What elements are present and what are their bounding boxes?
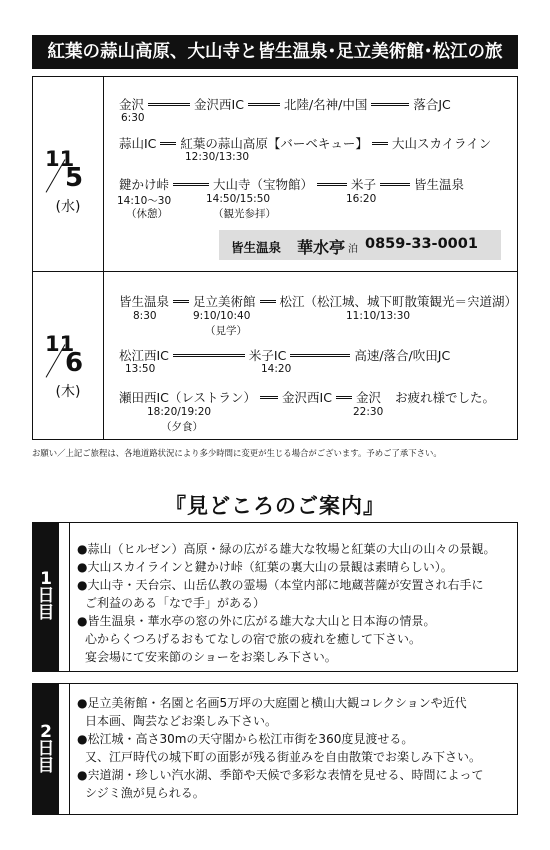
stop: 金沢 [355,390,381,405]
guide-line: 又、江戸時代の城下町の面影が残る街並みを自由散策でお楽しみ下さい。 [85,750,482,764]
itinerary-table [32,76,518,440]
stop: 松江西IC [119,348,169,363]
time: 13:50 [125,363,156,375]
guide-line: シジミ漁が見られる。 [85,786,205,800]
stop: 皆生温泉 [414,177,465,192]
tab-char: 1 [40,569,52,589]
guide-title: 『見どころのご案内』 [165,494,385,518]
day2-route-2 [119,346,450,364]
guide-line: ●松江城・高さ30mの天守閣から松江市街を360度見渡せる。 [77,732,414,746]
day1-route-3 [119,175,464,193]
day1-route-1 [119,95,451,113]
tab-char: 目 [37,603,55,623]
stop: 金沢西IC [194,97,244,112]
guide-line: ●蒜山（ヒルゼン）高原・緑の広がる雄大な牧場と紅葉の大山の山々の景観。 [77,542,496,556]
day1-weekday: (水) [55,199,81,215]
guide-line: ●皆生温泉・華水亭の窓の外に広がる雄大な大山と日本海の情景。 [77,614,436,628]
stop: 大山スカイライン [391,136,492,151]
time-note: （夕食） [161,421,203,433]
tab-char: 目 [37,756,55,776]
time: 11:10/13:30 [346,310,411,322]
stop: 瀬田西IC（レストラン） [119,390,257,405]
stop: 金沢西IC [282,390,332,405]
tour-title: 紅葉の蒜山高原、大山寺と皆生温泉･足立美術館･松江の旅 [32,35,518,69]
stop: 足立美術館 [193,294,256,309]
time: 18:20/19:20 [147,406,212,418]
day-divider [33,271,517,272]
stop: 大山寺（宝物館） [213,177,314,192]
stop: 金沢 [119,97,145,112]
tab-char: 日 [37,739,55,759]
hotel-name: 華水亭 [297,238,346,257]
time: 22:30 [353,406,384,418]
schedule-note: お願い／上記ご旅程は、各地道路状況により多少時間に変更が生じる場合がございます。予めご了承下さい。 [32,448,442,458]
guide-line: ●大山寺・天台宗、山岳仏教の霊場（本堂内部に地蔵菩薩が安置され右手に [77,578,484,592]
guide-day2 [32,683,518,815]
date-column-divider [103,77,104,439]
closing-message: お疲れ様でした。 [394,390,495,405]
day2-weekday: (木) [55,384,81,400]
stop: 松江（松江城、城下町散策観光＝宍道湖） [279,294,518,309]
guide-line: ●足立美術館・名園と名画5万坪の大庭園と横山大観コレクションや近代 [77,696,467,710]
tab-char: 2 [40,722,52,742]
day2-route-1 [119,292,517,310]
hotel-phone: 0859-33-0001 [365,236,478,252]
day2-tab [33,684,59,814]
day1-month: 11 [45,147,75,171]
hotel-stay: 泊 [348,244,358,255]
guide-line: ご利益のある「なで手」がある） [85,596,266,610]
day2-route-3 [119,388,495,406]
hotel-area: 皆生温泉 [231,240,282,255]
time-note: （休憩） [126,208,168,220]
day1-route-2 [119,134,491,152]
stop: 高速/落合/吹田JC [354,348,451,363]
stop: 鍵かけ峠 [119,177,170,192]
stop: 落合JC [413,97,451,112]
time: 14:50/15:50 [206,193,271,205]
stop: 北陸/名神/中国 [283,97,368,112]
stop: 皆生温泉 [119,294,170,309]
time: 14:10～30 [117,195,172,207]
time: 16:20 [346,193,377,205]
stop: 蒜山IC [119,136,157,151]
guide-line: 日本画、陶芸などお楽しみ下さい。 [85,714,278,728]
stop: 紅葉の蒜山高原【バーベキュー】 [180,136,368,151]
guide-line: ●宍道湖・珍しい汽水湖、季節や天候で多彩な表情を見せる、時間によって [77,768,484,782]
time: 12:30/13:30 [185,151,250,163]
stop: 米子IC [248,348,287,363]
time-note: （観光参拝） [213,208,276,220]
day1-tab [33,523,59,671]
time: 14:20 [261,363,292,375]
day1-day: 5 [65,163,84,193]
guide-line: 宴会場にて安来節のショーをお楽しみ下さい。 [85,650,337,664]
guide-line: ●大山スカイラインと鍵かけ峠（紅葉の裏大山の景観は素晴らしい）。 [77,560,453,574]
day2-day: 6 [65,348,84,378]
day2-month: 11 [45,332,75,356]
time: 6:30 [121,112,145,124]
guide-line: 心からくつろげるおもてなしの宿で旅の疲れを癒して下さい。 [85,632,422,646]
time: 8:30 [133,310,157,322]
tab-char: 日 [37,586,55,606]
time: 9:10/10:40 [193,310,251,322]
hotel-box [219,230,501,260]
guide-day1 [32,522,518,672]
time-note: （見学） [205,325,247,337]
stop: 米子 [351,177,377,192]
